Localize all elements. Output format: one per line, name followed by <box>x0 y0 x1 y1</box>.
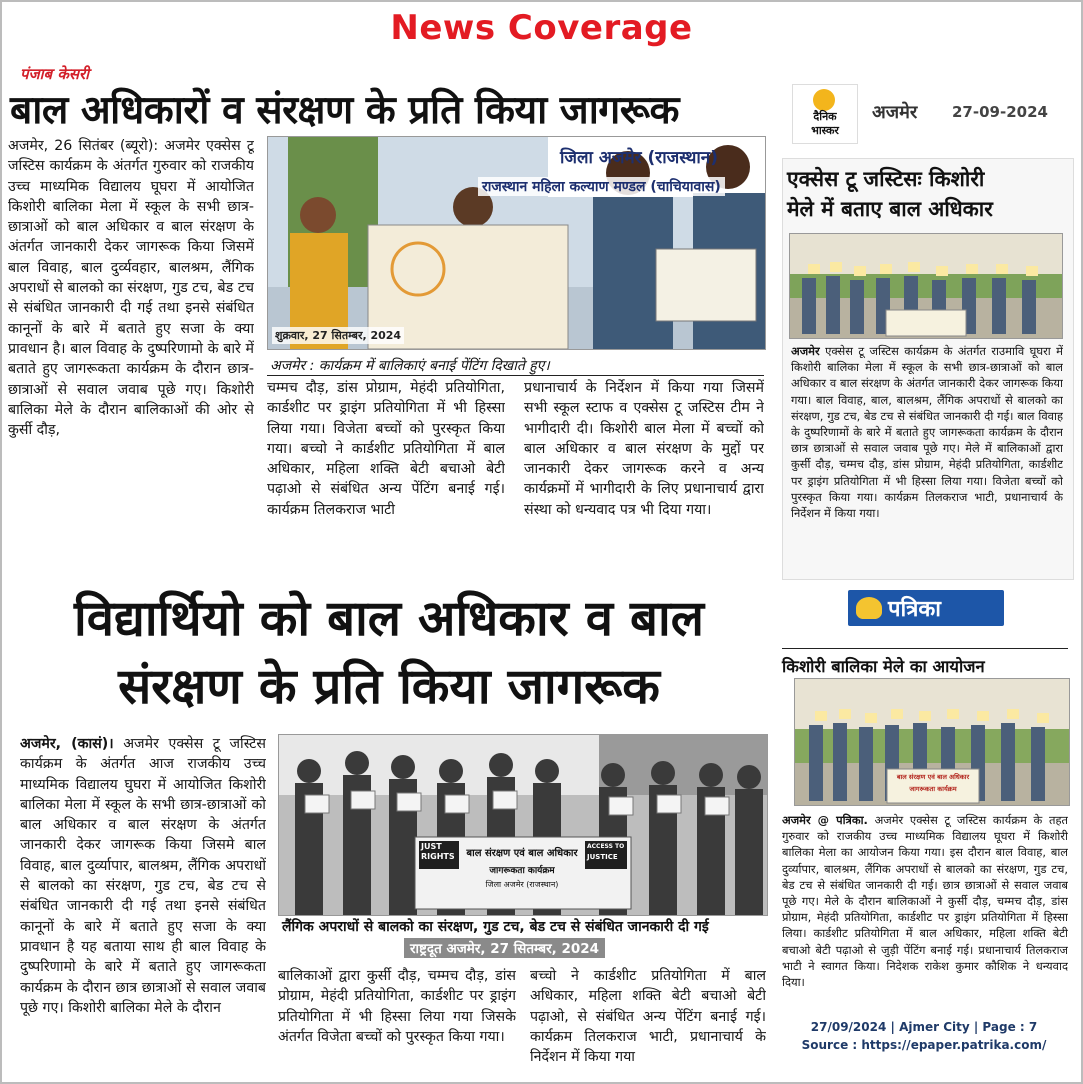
rashtradoot-clipping <box>8 592 770 1080</box>
article-column-2: बालिकाओं द्वारा कुर्सी दौड़, चम्मच दौड़, डांस प्रोग्राम, मेहंदी प्रतियोगिता, कार्डशीट पर ड्राइंग प्रतियोगिता में भी हिस्सा लिया गया जिसके अंतर्गत विजेता बच्चों को पुरस्कृत किया गया। <box>278 968 516 1045</box>
article-photo <box>267 136 766 350</box>
article-column-1 <box>20 734 266 1064</box>
photo-scene <box>268 137 765 349</box>
sign-left-1: JUST <box>421 842 442 851</box>
caption-rule <box>267 375 764 376</box>
banner-line-1: बाल संरक्षण एवं बाल अधिकार <box>466 848 578 859</box>
article-column-1: अजमेर, 26 सितंबर (ब्यूरो): अजमेर एक्सेस टू जस्टिस कार्यक्रम के अंतर्गत गुरुवार को राजकीय उच्च माध्यमिक विद्यालय घूघरा में आयोजित किशोरी बालिका मेला में स्कूल के सभी छात्र-छात्राओं को बाल अधिकार व बाल संरक्षण के अंतर्गत जानकारी देकर जागरूक किया जिसमें बाल विवाह, बाल दुर्व्यवहार, बालश्रम, लैंगिक अपराधों से बालको का संरक्षण, गुड टच, बेड टच से संबंधित जानकारी दी गई तथा इनसे संबंधित कानूनों के बारे में बताते हुए सजा के क्या प्रावधान है। बाल विवाह के दुष्परिणामो के बारे में बताते हुए जागरूकता कार्यक्रम के दौरान छात्र-छात्राओं से सवाल जवाब पूछे गए। किशोरी बालिका मेले के दौरान बालिकाओं की ओर से कुर्सी दौड़, <box>8 138 254 439</box>
bhaskar-photo <box>789 233 1063 339</box>
photo-scene <box>790 234 1062 338</box>
headline-line-1: विद्यार्थियो को बाल अधिकार व बाल <box>74 590 704 647</box>
photo-banner-1: बाल संरक्षण एवं बाल अधिकार <box>896 773 970 781</box>
paper-dateline: राष्ट्रदूत अजमेर, 27 सितम्बर, 2024 <box>404 938 605 958</box>
source-line-1: 27/09/2024 | Ajmer City | Page : 7 <box>810 1020 1038 1034</box>
patrika-body <box>782 812 1068 1002</box>
sign-right-2: JUSTICE <box>587 853 618 861</box>
headline-rule <box>782 648 1068 649</box>
page-title: News Coverage <box>390 8 693 48</box>
headline-line-1: एक्सेस टू जस्टिसः किशोरी <box>787 167 985 191</box>
patrika-logo <box>848 590 1004 626</box>
bhaskar-date: 27-09-2024 <box>952 103 1048 121</box>
article-photo <box>278 734 768 916</box>
lion-icon <box>856 597 882 619</box>
logo-text: पत्रिका <box>888 597 941 622</box>
body-lead: अजमेर <box>791 344 820 358</box>
bhaskar-logo <box>792 84 858 144</box>
banner-line-2: जागरूकता कार्यक्रम <box>489 866 555 876</box>
logo-line-1: दैनिक <box>813 110 837 123</box>
photo-banner-2: जागरूकता कार्यक्रम <box>909 785 957 793</box>
bhaskar-story <box>782 158 1074 580</box>
body-text: एक्सेस टू जस्टिस कार्यक्रम के अंतर्गत राउमावि घूघरा में किशोरी बालिका मेला में स्कूल के सभी छात्र-छात्राओं को बाल अधिकार व बाल संरक्षण के अंतर्गत जानकारी देकर जागरूक किया गया। बाल विवाह, बाल, बालश्रम, लैंगिक अपराधों से बालको का संरक्षण, गुड टच, बेड टच से संबंधित जानकारी दी गई। बाल विवाह के दुष्परिणामों के बारे में बताते हुए जागरूकता कार्यक्रम के दौरान छात्र छात्राओं से सवाल जवाब पूछे गए। मेले में बालिकाओं द्वारा कुर्सी दौड़, चम्मच दौड़, डांस प्रोग्राम, मेहंदी प्रतियोगिता, कार्डशीट पर ड्राइंग प्रतियोगिता में भी हिस्सा लिया गया। विजेता बच्चों को पुरस्कृत किया गया। कार्यक्रम तिलकराज भाटी, प्रधानाचार्य के निर्देशन में किया गया। <box>791 344 1063 521</box>
headline: किशोरी बालिका मेले का आयोजन <box>782 657 985 676</box>
banner-line-3: जिला अजमेर (राजस्थान) <box>485 880 559 889</box>
dainik-bhaskar-clipping <box>778 70 1073 582</box>
dateline-lead: अजमेर, (कासं)। <box>20 736 114 752</box>
logo-line-2: भास्कर <box>811 124 839 137</box>
bhaskar-body <box>791 343 1063 575</box>
headline-line-2: मेले में बताए बाल अधिकार <box>787 197 993 221</box>
patrika-clipping <box>778 588 1073 1074</box>
photo-caption: अजमेर : कार्यक्रम में बालिकाएं बनाई पेंटिंग दिखाते हुए। <box>270 358 550 374</box>
headline-line-2: संरक्षण के प्रति किया जागरूक <box>118 658 660 715</box>
photo-banner-2: राजस्थान महिला कल्याण मण्डल (चाचियावास) <box>478 177 725 196</box>
photo-caption: लैंगिक अपराधों से बालको का संरक्षण, गुड टच, बेड टच से संबंधित जानकारी दी गई <box>282 919 709 935</box>
column-1-text: अजमेर एक्सेस टू जस्टिस कार्यक्रम के अंतर्गत आज राजकीय उच्च माध्यमिक विद्यालय घुघरा में आयोजित किशोरी बालिका मेला में स्कूल के सभी छात्र-छात्राओं को बाल अधिकार व बाल संरक्षण के अंतर्गत जानकारी देकर जागरूक किया जिसमे बाल विवाह, बाल दुर्व्यापार, बालश्रम, लैंगिक अपराधों से बालको का संरक्षण, गुड टच, बेड टच से संबंधित जानकारी दी गई तथा इनसे संबंधित कानूनों के बारे में बताते हुए सजा के क्या प्रावधान है यह बताया साथ ही बाल विवाह के दुष्परिणामो के बारे में बताते हुए जागरूकता कार्यक्रम के दौरान छात्र छात्राओं से सवाल जवाब पूछे गए। किशोरी बालिका मेले के दौरान <box>20 736 266 1016</box>
article-column-3: बच्चो ने कार्डशीट प्रतियोगिता में बाल अधिकार, महिला शक्ति बेटी बचाओ बेटी पढ़ाओ, से संबंधित अन्य पेंटिंग बनाई गई। कार्यक्रम तिलकराज भाटी, प्रधानाचार्य के निर्देशन में किया गया <box>530 968 766 1066</box>
source-line-2: Source : https://epaper.patrika.com/ <box>801 1038 1047 1052</box>
patrika-photo <box>794 678 1070 806</box>
punjab-kesari-clipping <box>8 62 770 592</box>
sign-left-2: RIGHTS <box>421 852 455 861</box>
body-lead: अजमेर @ पत्रिका. <box>782 813 868 827</box>
bhaskar-city: अजमेर <box>872 102 918 123</box>
article-column-3: प्रधानाचार्य के निर्देशन में किया गया जिसमें सभी स्कूल स्टाफ व एक्सेस टू जस्टिस टीम ने भागीदारी दी। किशोरी बाल मेला में बच्चों को बाल अधिकार व बाल संरक्षण के मुद्दों पर जानकारी देकर जागरूक करने व अन्य कार्यक्रमों में भागीदारी के लिए प्रधानाचार्य द्वारा संस्था को धन्यवाद पत्र भी दिया गया। <box>524 380 764 518</box>
article-column-2: चम्मच दौड़, डांस प्रोग्राम, मेहंदी प्रतियोगिता, कार्डशीट पर ड्राइंग प्रतियोगिता में भी हिस्सा लिया गया। विजेता बच्चों को पुरस्कृत किया गया। बच्चो ने कार्डशीट प्रतियोगिता में बाल अधिकार, महिला शक्ति बेटी बचाओ बेटी पढ़ाओ से संबंधित अन्य पेंटिंग बनाई गई। कार्यक्रम तिलकराज भाटी <box>267 380 505 518</box>
sign-right-1: ACCESS TO <box>587 843 625 850</box>
headline: बाल अधिकारों व संरक्षण के प्रति किया जागरूक <box>10 88 680 133</box>
masthead: पंजाब केसरी <box>20 65 90 83</box>
photo-banner-1: जिला अजमेर (राजस्थान) <box>560 148 718 168</box>
photo-date: शुक्रवार, 27 सितम्बर, 2024 <box>272 327 404 344</box>
sun-icon <box>813 89 835 111</box>
body-text: अजमेर एक्सेस टू जस्टिस कार्यक्रम के तहत गुरुवार को राजकीय उच्च माध्यमिक विद्यालय घूघरा में किशोरी बालिका मेला का आयोजन किया गया। इस दौरान बाल विवाह, बाल दुर्व्यापार, बालश्रम, लैंगिक अपराधों से बालको का संरक्षण, गुड टच, बेड टच से संबंधित जानकारी दी गई। छात्र छात्राओं से सवाल जवाब पूछे गए। मेले के दौरान बालिकाओं ने कुर्सी दौड़, चम्मच दौड़, डांस प्रोग्राम, मेहंदी प्रतियोगिता, कार्डशीट पर ड्राइंग प्रतियोगिता में हिस्सा लिया। कार्डशीट प्रतियोगिता में बाल अधिकार, महिला शक्ति बेटी बचाओ बेटी पढ़ाओ से जुड़ी पेंटिंग बनाई गई। प्रधानाचार्य तिलकराज भाटी ने स्वागत किया। निदेशक राकेश कुमार कौशिक ने धन्यवाद दिया। <box>782 813 1068 990</box>
